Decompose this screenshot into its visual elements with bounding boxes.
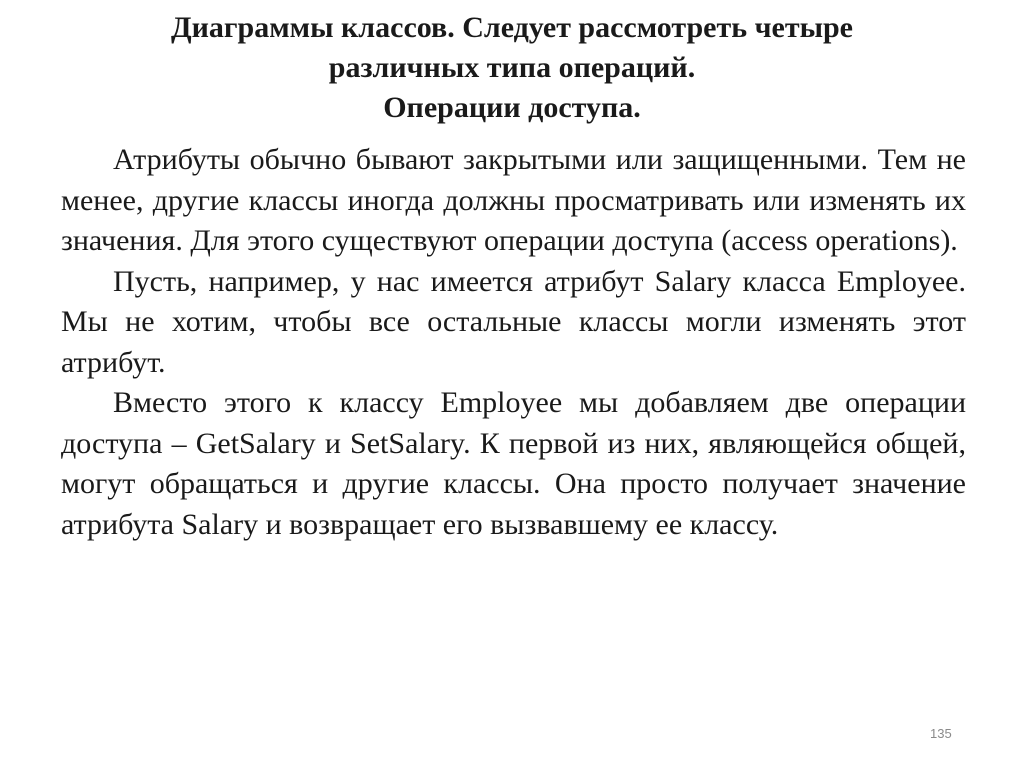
paragraph-get-set-salary: Вместо этого к классу Employee мы добавляем две операции доступа – GetSalary и SetSalary. К первой из них, являющейся общей, могут обращаться и другие классы. Она просто получает значение атрибута Salary и возвращает его вызвавшему ее классу.	[61, 386, 966, 541]
title-line-2: различных типа операций.	[328, 51, 696, 84]
paragraph-access-operations: Атрибуты обычно бывают закрытыми или защищенными. Тем не менее, другие классы иногда должны просматривать или изменять их значения. Для этого существуют операции доступа (access operations).	[61, 143, 966, 257]
paragraph-salary-example: Пусть, например, у нас имеется атрибут Salary класса Employee. Мы не хотим, чтобы все остальные классы могли изменять этот атрибут.	[61, 264, 966, 379]
slide-body	[61, 140, 966, 545]
slide-title	[0, 8, 1024, 128]
title-line-3: Операции доступа.	[383, 91, 641, 124]
page-number: 135	[930, 726, 952, 741]
title-line-1: Диаграммы классов. Следует рассмотреть четыре	[170, 11, 853, 44]
